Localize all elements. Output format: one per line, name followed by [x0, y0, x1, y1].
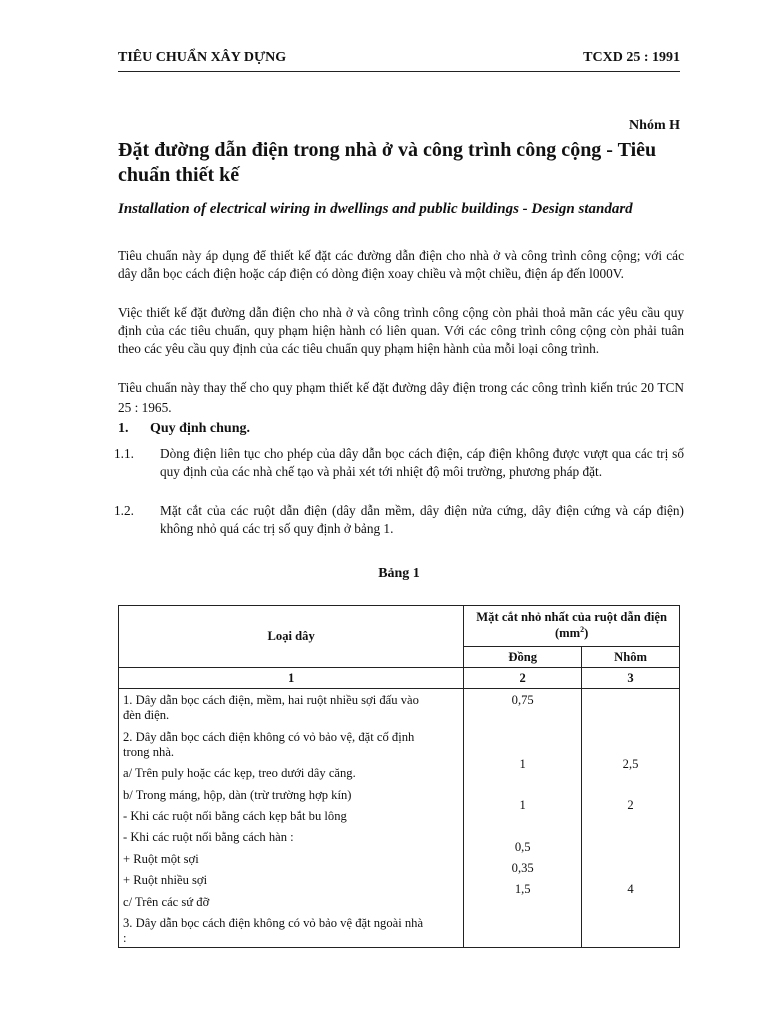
copper-value: 1	[519, 798, 526, 812]
table-row-text: + Ruột một sợi	[123, 852, 199, 866]
column-index-1: 1	[119, 668, 464, 689]
column-index-3: 3	[582, 668, 680, 689]
document-title: Đặt đường dẫn điện trong nhà ở và công trình công cộng - Tiêu chuẩn thiết kế	[118, 139, 657, 186]
aluminum-value: 2	[627, 798, 634, 812]
header-rule	[118, 71, 680, 72]
intro-paragraph-2: Việc thiết kế đặt đường dẫn điện cho nhà ở và công trình công cộng còn phải thoả mãn các yêu cầu quy định của các tiêu chuẩn, quy phạm hiện hành có liên quan. Với các công trình công cộng còn phải tuân theo các yêu cầu quy định của các tiêu chuẩn quy phạm hiện hành của mỗi loại công trình.	[118, 305, 684, 356]
clause-1-2	[114, 502, 684, 538]
copper-value: 0,35	[511, 861, 534, 875]
aluminum-value: 4	[627, 882, 634, 896]
wire-type-cell	[119, 689, 464, 948]
clause-number: 1.1.	[114, 446, 134, 461]
table-row-text: - Khi các ruột nối bằng cách hàn :	[123, 830, 294, 844]
aluminum-value: 2,5	[622, 757, 639, 771]
table-row-text: :	[123, 931, 127, 945]
copper-values-cell	[464, 689, 582, 948]
header-standard-type: TIÊU CHUẨN XÂY DỰNG	[118, 50, 287, 65]
header-min-cross-section: Mặt cắt nhỏ nhất của ruột dẫn điện $(mm^2)$	[464, 606, 680, 647]
intro-paragraph-1: Tiêu chuẩn này áp dụng để thiết kế đặt các đường dẫn điện cho nhà ở và công trình công cộng; với các dây dẫn bọc cách điện hoặc cáp điện có dòng điện xoay chiều và một chiều, điện áp đến l000V.	[118, 248, 684, 281]
clause-1-1	[114, 445, 684, 481]
table-caption: Bảng 1	[378, 566, 420, 581]
clause-text: Dòng điện liên tục cho phép của dây dẫn bọc cách điện, cáp điện không được vượt qua các trị số quy định của các nhà chế tạo và phải xét tới nhiệt độ môi trường, phương pháp đặt.	[160, 446, 684, 479]
section-title: Quy định chung.	[150, 421, 250, 436]
header-copper: Đồng	[464, 647, 582, 668]
table-row-text: 3. Dây dẫn bọc cách điện không có vỏ bảo vệ đặt ngoài nhà	[123, 916, 424, 930]
clause-text: Mặt cắt của các ruột dẫn điện (dây dẫn mềm, dây điện nửa cứng, dây điện cứng và cáp điện) không nhỏ quá các trị số quy định ở bảng 1.	[160, 503, 684, 536]
table-1	[118, 605, 680, 948]
copper-value: 1,5	[514, 882, 531, 896]
copper-value: 0,75	[511, 693, 534, 707]
intro-paragraph-3: Tiêu chuẩn này thay thế cho quy phạm thiết kế đặt đường dây điện trong các công trình kiến trúc 20 TCN 25 : 1965.	[118, 380, 684, 415]
table-row-text: + Ruột nhiều sợi	[123, 873, 208, 887]
header-wire-type: Loại dây	[119, 606, 464, 668]
document-subtitle: Installation of electrical wiring in dwellings and public buildings - Design standard	[118, 201, 633, 217]
running-header	[118, 50, 680, 70]
table-row-text: trong nhà.	[123, 745, 175, 759]
header-standard-code: TCXD 25 : 1991	[583, 50, 680, 65]
table-row-text: b/ Trong máng, hộp, dàn (trừ trường hợp kín)	[123, 788, 352, 802]
section-heading	[118, 421, 250, 437]
copper-value: 0,5	[514, 840, 531, 854]
section-number: 1.	[118, 421, 129, 436]
header-aluminum: Nhôm	[582, 647, 680, 668]
column-index-2: 2	[464, 668, 582, 689]
clause-number: 1.2.	[114, 503, 134, 518]
table-row-text: c/ Trên các sứ đỡ	[123, 895, 210, 909]
table-row-text: a/ Trên puly hoặc các kẹp, treo dưới dây căng.	[123, 766, 356, 780]
table-row-text: - Khi các ruột nối bằng cách kẹp bắt bu lông	[123, 809, 347, 823]
table-row-text: 2. Dây dẫn bọc cách điện không có vỏ bảo vệ, đặt cố định	[123, 730, 415, 744]
table-row-text: đèn điện.	[123, 708, 170, 722]
group-label: Nhóm H	[629, 118, 680, 133]
copper-value: 1	[519, 757, 526, 771]
table-row-text: 1. Dây dẫn bọc cách điện, mềm, hai ruột nhiều sợi đấu vào	[123, 693, 419, 707]
aluminum-values-cell	[582, 689, 680, 948]
